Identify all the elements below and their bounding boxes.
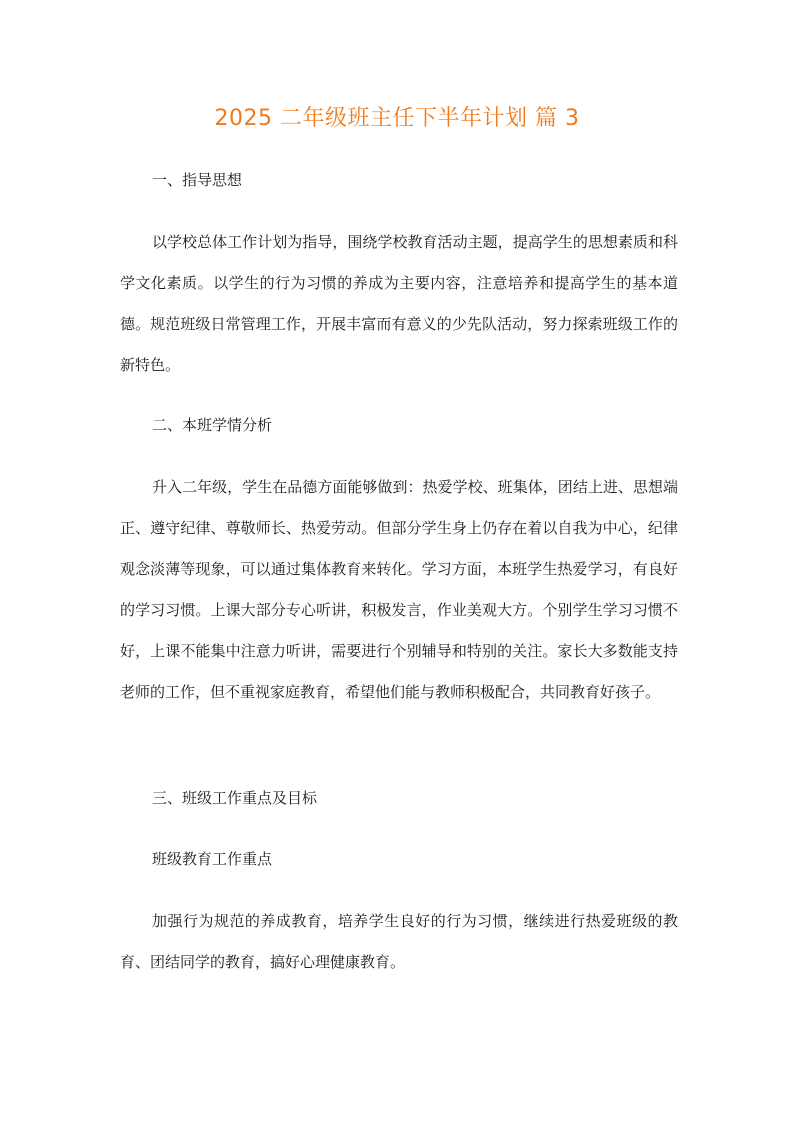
section-paragraph-class-analysis: 升入二年级，学生在品德方面能够做到：热爱学校、班集体，团结上进、思想端正、遵守纪律、尊敬师长、热爱劳动。但部分学生身上仍存在着以自我为中心，纪律观念淡薄等现象，可以通过集体教育来转化。学习方面，本班学生热爱学习，有良好的学习习惯。上课大部分专心听讲，积极发言，作业美观大方。个别学生学习习惯不好，上课不能集中注意力听讲，需要进行个别辅导和特别的关注。家长大多数能支持老师的工作，但不重视家庭教育，希望他们能与教师积极配合，共同教育好孩子。 [120, 478, 678, 701]
section-heading-work-focus: 三、班级工作重点及目标 [152, 789, 318, 807]
section-heading-guiding-ideology: 一、指导思想 [152, 171, 243, 189]
section-heading-class-analysis: 二、本班学情分析 [152, 416, 273, 434]
section-subheading-education-focus: 班级教育工作重点 [152, 850, 273, 868]
section-paragraph-guiding-ideology: 以学校总体工作计划为指导，围绕学校教育活动主题，提高学生的思想素质和科学文化素质。以学生的行为习惯的养成为主要内容，注意培养和提高学生的基本道德。规范班级日常管理工作，开展丰富而有意义的少先队活动，努力探索班级工作的新特色。 [120, 233, 678, 374]
section-paragraph-education-focus: 加强行为规范的养成教育，培养学生良好的行为习惯，继续进行热爱班级的教育、团结同学的教育，搞好心理健康教育。 [120, 912, 678, 971]
document-title: 2025 二年级班主任下半年计划 篇 3 [214, 106, 580, 131]
